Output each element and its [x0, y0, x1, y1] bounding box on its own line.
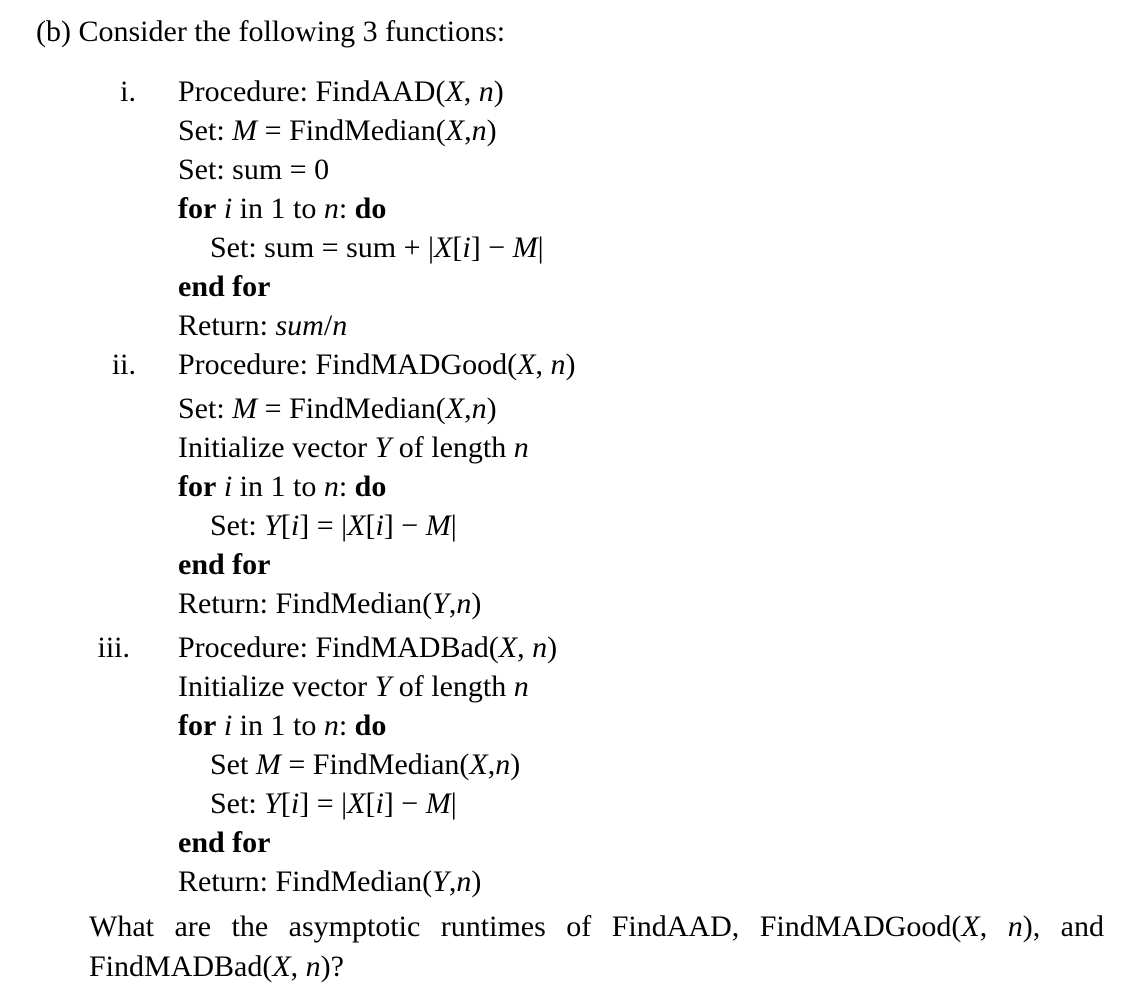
algo-line: Return: FindMedian(Y,n): [178, 587, 482, 620]
algo-line: Set: Y[i] = |X[i] − M|: [210, 787, 457, 820]
algo-line: Procedure: FindMADBad(X, n): [178, 631, 558, 664]
question-text: What are the asymptotic runtimes of FindAAD, FindMADGood(X, n), and FindMADBad(X, n)?: [89, 910, 1105, 983]
algo-line: end for: [178, 270, 271, 303]
problem-header: (b) Consider the following 3 functions:: [36, 15, 506, 48]
algo-line: Set: sum = sum + |X[i] − M|: [210, 231, 544, 264]
item-marker-iii: iii.: [97, 631, 130, 664]
algo-line: for i in 1 to n: do: [178, 192, 387, 225]
algo-line: end for: [178, 826, 271, 859]
algo-line: Procedure: FindMADGood(X, n): [178, 348, 576, 381]
algo-line: Initialize vector Y of length n: [178, 670, 529, 703]
algo-line: Initialize vector Y of length n: [178, 431, 529, 464]
algo-line: Set: Y[i] = |X[i] − M|: [210, 509, 457, 542]
algo-line: Return: sum/n: [178, 309, 348, 342]
algo-line: Set: M = FindMedian(X,n): [178, 114, 497, 147]
algo-line: Procedure: FindAAD(X, n): [178, 75, 504, 108]
algo-line: Set: M = FindMedian(X,n): [178, 392, 497, 425]
algo-line: for i in 1 to n: do: [178, 709, 387, 742]
algo-line: Set M = FindMedian(X,n): [210, 748, 521, 781]
algo-line: end for: [178, 548, 271, 581]
item-marker-ii: ii.: [111, 348, 136, 381]
algo-line: for i in 1 to n: do: [178, 470, 387, 503]
algo-line: Set: sum = 0: [178, 153, 330, 186]
item-marker-i: i.: [120, 75, 136, 108]
algo-line: Return: FindMedian(Y,n): [178, 865, 482, 898]
